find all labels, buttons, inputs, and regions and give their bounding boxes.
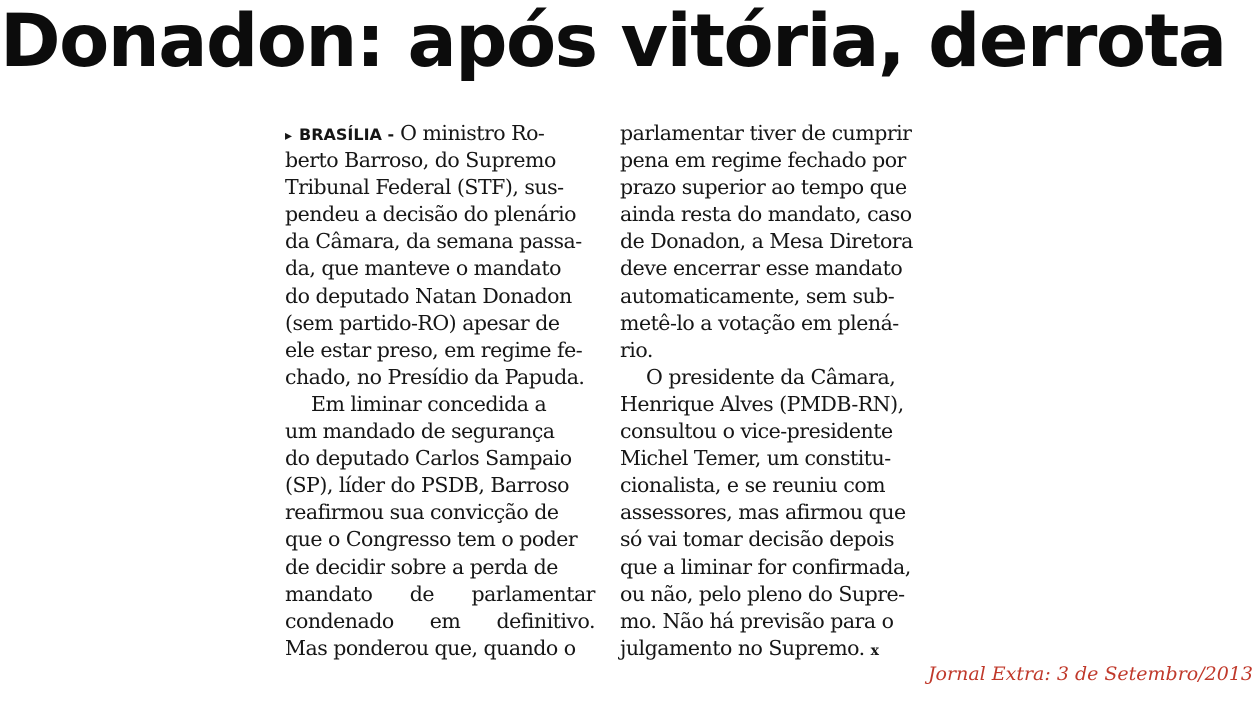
article-column-1	[285, 120, 595, 662]
text-line: que o Congresso tem o poder	[285, 527, 578, 552]
text-line: que a liminar for confirmada,	[620, 554, 911, 579]
text-line: da, que manteve o mandato	[285, 256, 561, 281]
text-line	[620, 635, 938, 662]
text-line: condenado em definitivo.	[285, 608, 595, 633]
dateline: BRASÍLIA -	[299, 125, 395, 144]
paragraph-start: O presidente da Câmara,	[646, 364, 896, 389]
paragraph-start: Em liminar concedida a	[311, 391, 547, 416]
text-line: (sem partido-RO) apesar de	[285, 310, 560, 335]
text-line: da Câmara, da semana passa-	[285, 229, 582, 254]
text-line: pendeu a decisão do plenário	[285, 202, 576, 227]
text-line: só vai tomar decisão depois	[620, 527, 895, 552]
text-line: um mandado de segurança	[285, 419, 555, 444]
text-line: do deputado Carlos Sampaio	[285, 446, 572, 471]
text-line: de Donadon, a Mesa Diretora	[620, 229, 913, 254]
headline: Donadon: após vitória, derrota	[0, 0, 1226, 84]
text-line: do deputado Natan Donadon	[285, 283, 572, 308]
text-line: assessores, mas afirmou que	[620, 500, 906, 525]
text-line: ainda resta do mandato, caso	[620, 202, 912, 227]
text-line: consultou o vice-presidente	[620, 419, 893, 444]
text-line: (SP), líder do PSDB, Barroso	[285, 473, 569, 498]
text-line: prazo superior ao tempo que	[620, 175, 907, 200]
text-line: rio.	[620, 337, 653, 362]
text-line: Michel Temer, um constitu-	[620, 446, 891, 471]
text-line	[285, 391, 595, 418]
text-line: reafirmou sua convicção de	[285, 500, 559, 525]
source-credit: Jornal Extra: 3 de Setembro/2013	[927, 663, 1253, 685]
text-line: cionalista, e se reuniu com	[620, 473, 886, 498]
text-line: parlamentar tiver de cumprir	[620, 121, 912, 145]
text-line: O ministro Ro-	[400, 121, 545, 145]
text-line: mo. Não há previsão para o	[620, 608, 894, 633]
text-line: de decidir sobre a perda de	[285, 554, 558, 579]
text-line: metê-lo a votação em plená-	[620, 310, 899, 335]
text-line: ele estar preso, em regime fe-	[285, 337, 583, 362]
text-line: Henrique Alves (PMDB-RN),	[620, 391, 904, 416]
last-line: julgamento no Supremo.	[620, 635, 865, 660]
text-line: automaticamente, sem sub-	[620, 283, 895, 308]
text-line: Tribunal Federal (STF), sus-	[285, 175, 564, 200]
end-mark: x	[870, 642, 879, 659]
triangle-bullet-icon: ▸	[285, 128, 292, 144]
text-line: mandato de parlamentar	[285, 581, 595, 606]
article-column-2	[620, 120, 938, 662]
text-line: chado, no Presídio da Papuda.	[285, 364, 585, 389]
text-line: deve encerrar esse mandato	[620, 256, 903, 281]
text-line: berto Barroso, do Supremo	[285, 148, 556, 173]
text-line	[620, 364, 938, 391]
text-line: ou não, pelo pleno do Supre-	[620, 581, 905, 606]
first-line	[285, 120, 595, 147]
text-line: Mas ponderou que, quando o	[285, 635, 576, 660]
text-line: pena em regime fechado por	[620, 148, 906, 173]
